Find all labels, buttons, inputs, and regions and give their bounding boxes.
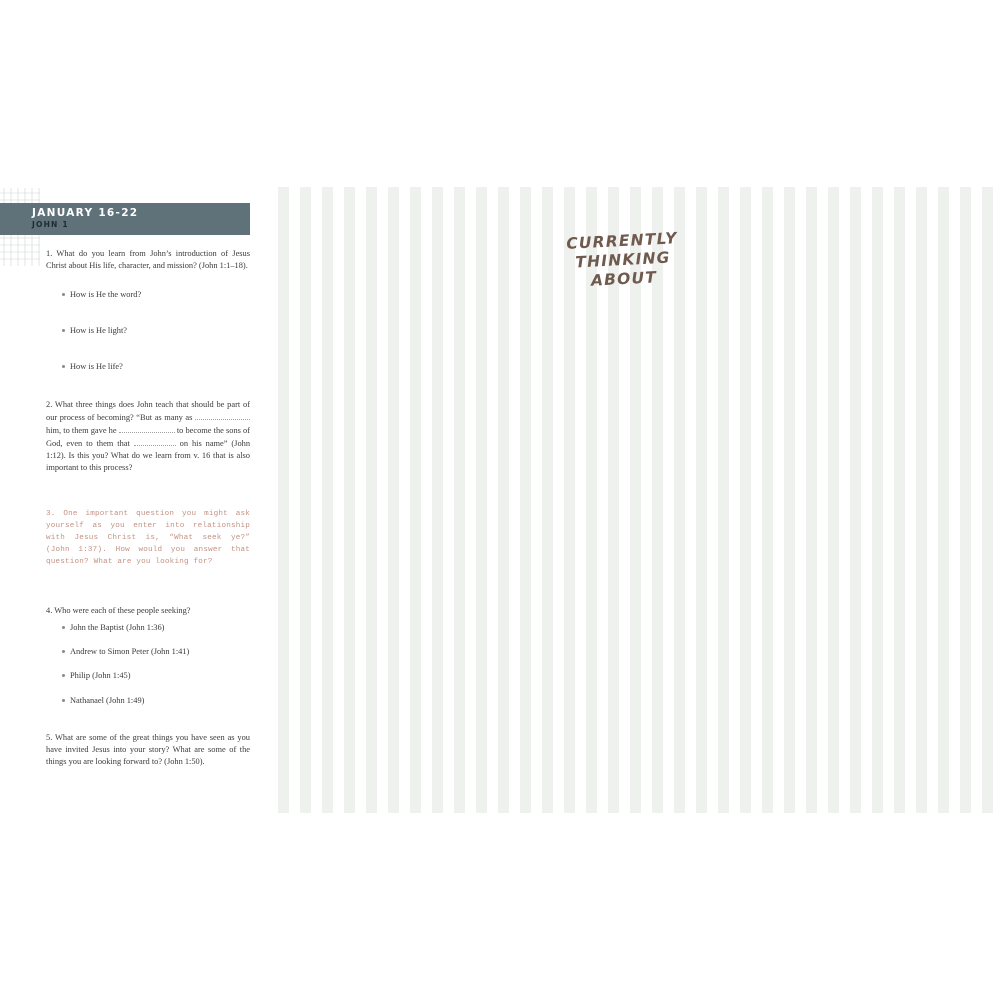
question-1: 1. What do you learn from John’s introduction of Jesus Christ about His life, character, and mission? (John 1:1–18). <box>46 249 250 270</box>
question-2-text: on his name” (John 1:12). Is this you? What do we learn from v. 16 that is also important to this process? <box>46 439 251 472</box>
bullet-dot <box>62 674 65 677</box>
question-2-text: 2. What three things does John teach that should be part of our process of becoming? “But as many as <box>46 400 250 422</box>
question-4-bullet <box>62 622 164 634</box>
left-page <box>0 188 270 813</box>
question-2 <box>46 399 250 474</box>
bullet-dot <box>62 365 65 368</box>
fill-in-blank[interactable] <box>119 424 175 433</box>
heading-line: CURRENTLY <box>565 229 679 253</box>
bullet-dot <box>62 650 65 653</box>
question-4-bullet <box>62 646 189 658</box>
section-heading <box>547 228 700 293</box>
bullet-dot <box>62 329 65 332</box>
fill-in-blank[interactable] <box>134 437 176 446</box>
question-1-bullet <box>62 325 127 337</box>
question-2-text: become the sons of God, even to them that <box>46 426 250 448</box>
question-2-text: to <box>176 426 184 435</box>
fill-in-blank[interactable] <box>195 411 250 420</box>
bullet-text: Andrew to Simon Peter (John 1:41) <box>70 647 190 656</box>
bullet-dot <box>62 699 65 702</box>
lined-notes-panel[interactable] <box>278 187 1000 813</box>
question-1-bullet <box>62 361 123 373</box>
question-4-bullet <box>62 670 131 682</box>
page-title: JANUARY 16-22 <box>32 207 139 219</box>
bullet-text: Nathanael (John 1:49) <box>70 696 145 705</box>
question-4: 4. Who were each of these people seeking? <box>46 606 191 615</box>
bullet-text: How is He life? <box>70 362 123 371</box>
bullet-dot <box>62 626 65 629</box>
heading-line: THINKING <box>574 248 672 272</box>
page-subtitle: JOHN 1 <box>32 220 69 229</box>
question-5: 5. What are some of the great things you have seen as you have invited Jesus into your story? What are some of the things you are looking forward to? (John 1:50). <box>46 733 250 766</box>
question-2-text: him, to them gave he <box>46 426 117 435</box>
bullet-text: How is He the word? <box>70 290 142 299</box>
question-1-bullet <box>62 289 141 301</box>
bullet-text: John the Baptist (John 1:36) <box>70 623 165 632</box>
bullet-dot <box>62 293 65 296</box>
question-3: 3. One important question you might ask yourself as you enter into relationship with Jesus Christ is, “What seek ye?” (John 1:37). How would you answer that question? What are you looking for? <box>46 510 250 566</box>
bullet-text: How is He light? <box>70 326 127 335</box>
bullet-text: Philip (John 1:45) <box>70 671 131 680</box>
question-4-bullet <box>62 695 144 707</box>
heading-line: ABOUT <box>590 268 658 290</box>
